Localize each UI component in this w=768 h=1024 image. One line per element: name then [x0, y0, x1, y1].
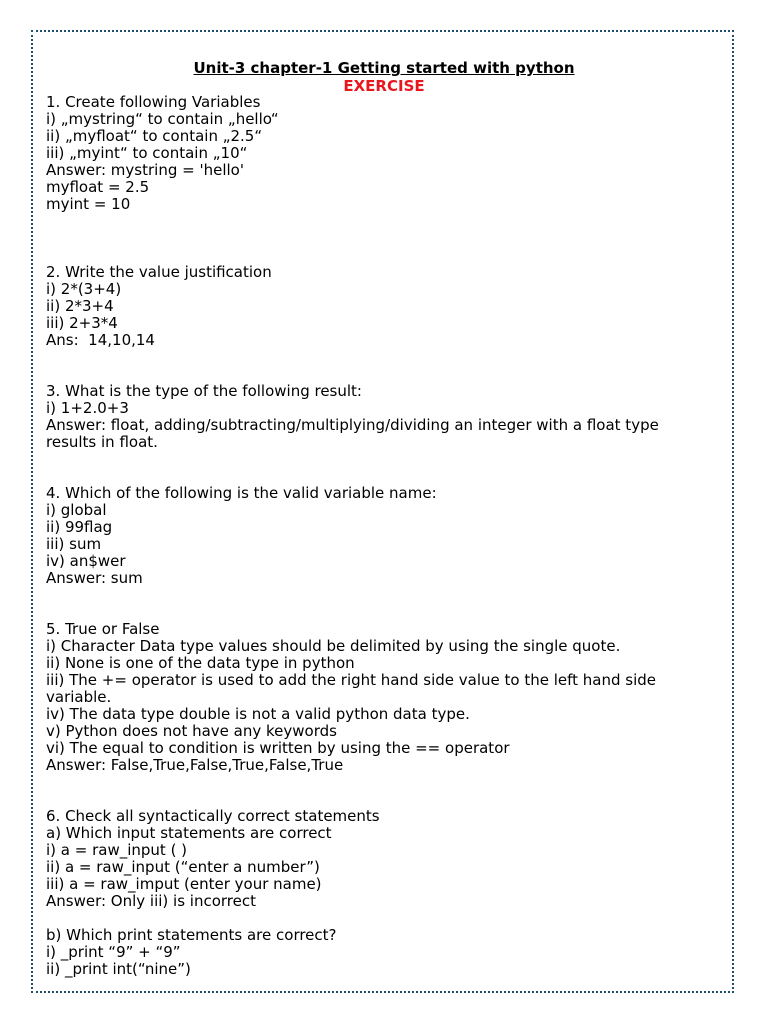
text-line: a) Which input statements are correct: [46, 824, 332, 842]
text-line: v) Python does not have any keywords: [46, 722, 337, 740]
answer-line: Ans: 14,10,14: [46, 331, 155, 349]
answer-line: Answer: sum: [46, 569, 143, 587]
answer-line: Answer: float, adding/subtracting/multiplying/dividing an integer with a float type: [46, 416, 659, 434]
page-title: Unit-3 chapter-1 Getting started with python: [193, 59, 575, 77]
answer-line: Answer: mystring = 'hello': [46, 161, 244, 179]
answer-line: Answer: False,True,False,True,False,True: [46, 756, 344, 774]
answer-line: Answer: Only iii) is incorrect: [46, 892, 256, 910]
text-line: i) global: [46, 501, 107, 519]
question-3: [46, 383, 718, 451]
answer-line: myint = 10: [46, 195, 131, 213]
text-line: iii) „myint“ to contain „10“: [46, 144, 248, 162]
question-2: [46, 264, 718, 349]
text-line: ii) None is one of the data type in python: [46, 654, 355, 672]
spacer: [46, 451, 718, 485]
text-line: i) Character Data type values should be delimited by using the single quote.: [46, 637, 621, 655]
text-line: iii) sum: [46, 535, 102, 553]
text-line: variable.: [46, 688, 112, 706]
question-heading: 4. Which of the following is the valid variable name:: [46, 484, 437, 502]
text-line: iv) an$wer: [46, 552, 126, 570]
question-6b: [46, 927, 718, 978]
text-line: iv) The data type double is not a valid python data type.: [46, 705, 470, 723]
text-line: vi) The equal to condition is written by using the == operator: [46, 739, 510, 757]
answer-line: myfloat = 2.5: [46, 178, 150, 196]
text-line: ii) „myfloat“ to contain „2.5“: [46, 127, 263, 145]
question-heading: 3. What is the type of the following result:: [46, 382, 362, 400]
text-line: i) 2*(3+4): [46, 280, 122, 298]
spacer: [46, 910, 718, 927]
question-5: [46, 621, 718, 774]
text-line: i) _print “9” + “9”: [46, 943, 181, 961]
question-1: [46, 94, 718, 213]
text-line: ii) 99flag: [46, 518, 113, 536]
spacer: [46, 587, 718, 621]
question-6: [46, 808, 718, 910]
question-heading: 6. Check all syntactically correct statements: [46, 807, 380, 825]
text-line: iii) The += operator is used to add the right hand side value to the left hand side: [46, 671, 657, 689]
text-line: iii) a = raw_imput (enter your name): [46, 875, 322, 893]
text-line: i) 1+2.0+3: [46, 399, 129, 417]
exercise-content: [46, 94, 718, 978]
spacer: [46, 774, 718, 808]
question-heading: 2. Write the value justification: [46, 263, 272, 281]
question-heading: b) Which print statements are correct?: [46, 926, 337, 944]
question-heading: 1. Create following Variables: [46, 93, 261, 111]
text-line: i) „mystring“ to contain „hello“: [46, 110, 279, 128]
text-line: i) a = raw_input ( ): [46, 841, 188, 859]
text-line: ii) 2*3+4: [46, 297, 114, 315]
answer-line: results in float.: [46, 433, 158, 451]
spacer: [46, 349, 718, 383]
question-heading: 5. True or False: [46, 620, 160, 638]
text-line: iii) 2+3*4: [46, 314, 118, 332]
text-line: ii) a = raw_input (“enter a number”): [46, 858, 320, 876]
page-subtitle: EXERCISE: [343, 77, 425, 95]
text-line: ii) _print int(“nine”): [46, 960, 191, 978]
spacer: [46, 213, 718, 264]
question-4: [46, 485, 718, 587]
